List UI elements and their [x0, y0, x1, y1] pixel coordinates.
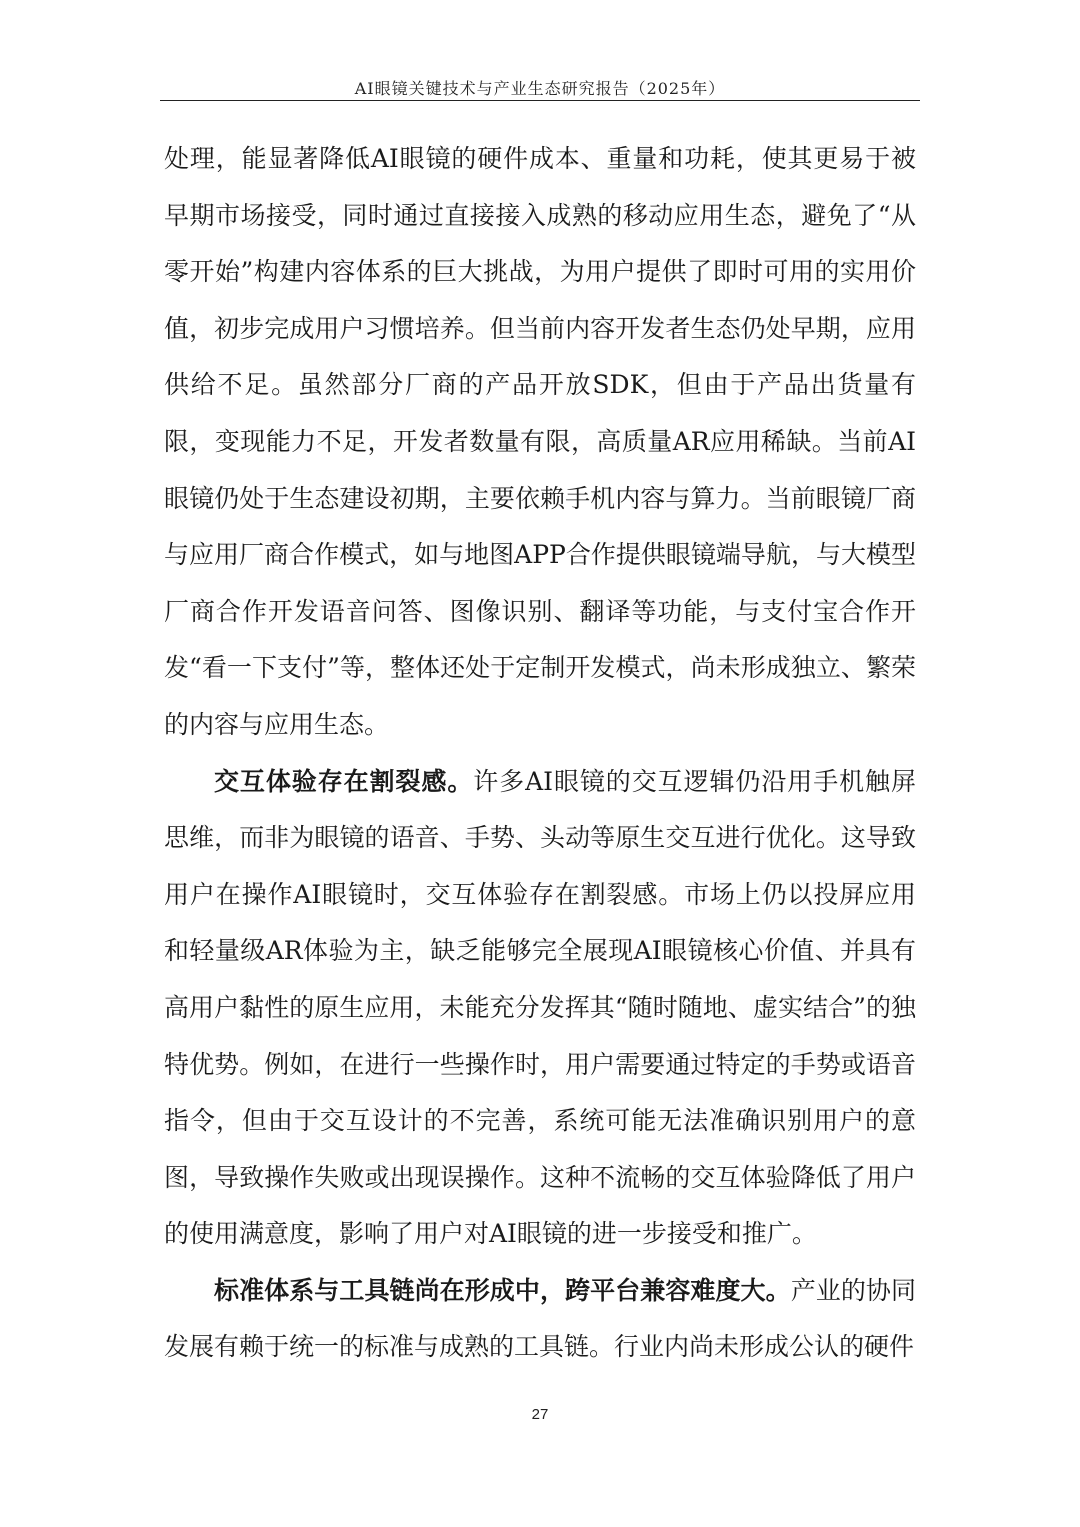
paragraph-interaction-experience [164, 754, 916, 1263]
running-header: AI眼镜关键技术与产业生态研究报告（2025年） [354, 79, 726, 98]
paragraph-standards-toolchain [164, 1263, 916, 1376]
paragraph-continuation [164, 131, 916, 754]
page-number: 27 [531, 1406, 549, 1423]
paragraph-text: 处理，能显著降低AI眼镜的硬件成本、重量和功耗，使其更易于被早期市场接受，同时通过直接接入成熟的移动应用生态，避免了“从零开始”构建内容体系的巨大挑战，为用户提供了即时可用的实用价值，初步完成用户习惯培养。但当前内容开发者生态仍处早期，应用供给不足。虽然部分厂商的产品开放SDK，但由于产品出货量有限，变现能力不足，开发者数量有限，高质量AR应用稀缺。当前AI眼镜仍处于生态建设初期，主要依赖手机内容与算力。当前眼镜厂商与应用厂商合作模式，如与地图APP合作提供眼镜端导航，与大模型厂商合作开发语音问答、图像识别、翻译等功能，与支付宝合作开发“看一下支付”等，整体还处于定制开发模式，尚未形成独立、繁荣的内容与应用生态。 [164, 144, 916, 739]
paragraph-text: 产业的协同发展有赖于统一的标准与成熟的工具链。行业内尚未形成公认的硬件 [164, 1275, 916, 1362]
body-text [164, 131, 916, 1376]
paragraph-heading: 交互体验存在割裂感。 [214, 766, 474, 796]
paragraph-text: 许多AI眼镜的交互逻辑仍沿用手机触屏思维，而非为眼镜的语音、手势、头动等原生交互进行优化。这导致用户在操作AI眼镜时，交互体验存在割裂感。市场上仍以投屏应用和轻量级AR体验为主，缺乏能够完全展现AI眼镜核心价值、并具有高用户黏性的原生应用，未能充分发挥其“随时随地、虚实结合”的独特优势。例如，在进行一些操作时，用户需要通过特定的手势或语音指令，但由于交互设计的不完善，系统可能无法准确识别用户的意图，导致操作失败或出现误操作。这种不流畅的交互体验降低了用户的使用满意度，影响了用户对AI眼镜的进一步接受和推广。 [164, 766, 916, 1249]
paragraph-heading: 标准体系与工具链尚在形成中，跨平台兼容难度大。 [214, 1275, 791, 1305]
header-divider [160, 100, 920, 101]
